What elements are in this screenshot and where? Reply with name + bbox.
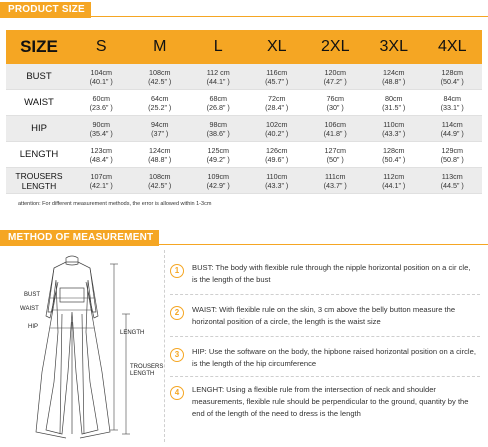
- table-cell: [365, 168, 424, 193]
- cell-inch: (26.8” ): [206, 102, 230, 112]
- cell-inch: (43.3” ): [382, 128, 406, 138]
- cell-inch: (41.8” ): [323, 128, 347, 138]
- step-number: 1: [170, 264, 184, 278]
- cell-cm: 128cm: [382, 145, 405, 155]
- measurement-note: attention: For different measurement methods, the error is allowed within 1-3cm: [18, 201, 212, 207]
- cell-cm: 107cm: [90, 171, 113, 181]
- table-cell: [131, 90, 190, 115]
- cell-inch: (35.4” ): [89, 128, 113, 138]
- table-header-row: [6, 30, 482, 64]
- cell-cm: 108cm: [148, 171, 171, 181]
- step-number: 4: [170, 386, 184, 400]
- row-label: BUST: [26, 70, 52, 82]
- size-header-cell: 3XL: [379, 38, 408, 55]
- cell-cm: 111cm: [324, 171, 346, 181]
- cell-cm: 80cm: [384, 93, 403, 103]
- cell-inch: (43.7” ): [323, 180, 347, 190]
- table-cell: [131, 168, 190, 193]
- title-divider: [0, 244, 488, 245]
- method-title: METHOD OF MEASUREMENT: [0, 230, 159, 246]
- hip-label: HIP: [28, 324, 39, 330]
- cell-cm: 126cm: [265, 145, 288, 155]
- cell-inch: (25.2” ): [148, 102, 172, 112]
- title-divider: [0, 16, 488, 17]
- cell-inch: (48.8” ): [382, 76, 406, 86]
- cell-cm: 84cm: [443, 93, 462, 103]
- cell-cm: 108cm: [148, 67, 171, 77]
- cell-cm: 64cm: [150, 93, 169, 103]
- cell-inch: (48.4” ): [89, 154, 113, 164]
- step-text: HIP: Use the software on the body, the hipbone raised horizontal position on a circle, is the length of the hip circumference: [192, 347, 476, 368]
- table-cell: [248, 90, 307, 115]
- table-cell: [423, 116, 482, 141]
- table-row: [6, 90, 482, 116]
- cell-cm: 113cm: [441, 171, 463, 181]
- table-cell: [423, 168, 482, 193]
- table-cell: [248, 116, 307, 141]
- row-label: WAIST: [24, 96, 54, 108]
- cell-inch: (33.1” ): [440, 102, 464, 112]
- cell-inch: (42.9” ): [206, 180, 230, 190]
- size-header-cell: M: [153, 38, 167, 55]
- row-label: LENGTH: [19, 148, 59, 160]
- table-cell: [423, 142, 482, 167]
- cell-inch: (44.5” ): [440, 180, 464, 190]
- row-label: TROUSERS LENGTH: [15, 170, 63, 191]
- table-cell: [189, 142, 248, 167]
- cell-cm: 123cm: [90, 145, 113, 155]
- step-number: 3: [170, 348, 184, 362]
- table-cell: [72, 116, 131, 141]
- table-row: [6, 168, 482, 194]
- table-cell: [365, 116, 424, 141]
- table-cell: [131, 116, 190, 141]
- bust-label: BUST: [24, 292, 41, 298]
- cell-inch: (45.7” ): [265, 76, 289, 86]
- step-text: BUST: The body with flexible rule through the nipple horizontal position on a cir cle, is the length of the bust: [192, 263, 471, 284]
- cell-inch: (44.1” ): [206, 76, 230, 86]
- size-header-cell: 2XL: [321, 38, 350, 55]
- cell-cm: 94cm: [150, 119, 169, 129]
- table-row: [6, 64, 482, 90]
- cell-cm: 129cm: [441, 145, 464, 155]
- section-divider: [164, 250, 165, 442]
- table-cell: [189, 90, 248, 115]
- step-separator: [170, 294, 480, 295]
- cell-inch: (47.2” ): [323, 76, 347, 86]
- cell-cm: 68cm: [209, 93, 228, 103]
- cell-inch: (42.5” ): [148, 76, 172, 86]
- table-cell: [131, 142, 190, 167]
- cell-inch: (30” ): [326, 102, 344, 112]
- cell-cm: 127cm: [324, 145, 347, 155]
- step-text: LENGHT: Using a flexible rule from the intersection of neck and shoulder measurements, flexible rule should be perpendicular to the ground, quantity by the end of the length of the need to dress is the length: [192, 385, 469, 418]
- cell-cm: 125cm: [207, 145, 230, 155]
- table-cell: [72, 142, 131, 167]
- table-cell: [423, 90, 482, 115]
- table-cell: [306, 64, 365, 89]
- table-row: [6, 142, 482, 168]
- cell-cm: 76cm: [326, 93, 345, 103]
- cell-inch: (40.1” ): [89, 76, 113, 86]
- cell-cm: 60cm: [92, 93, 111, 103]
- cell-cm: 72cm: [267, 93, 286, 103]
- table-cell: [248, 168, 307, 193]
- cell-inch: (38.6” ): [206, 128, 230, 138]
- cell-cm: 116cm: [266, 67, 288, 77]
- cell-inch: (44.1” ): [382, 180, 406, 190]
- cell-cm: 90cm: [92, 119, 111, 129]
- row-label: HIP: [31, 122, 47, 134]
- step-separator: [170, 336, 480, 337]
- cell-cm: 128cm: [441, 67, 464, 77]
- cell-cm: 110cm: [266, 171, 288, 181]
- waist-label: WAIST: [20, 306, 39, 312]
- table-cell: [72, 64, 131, 89]
- cell-cm: 104cm: [90, 67, 113, 77]
- table-cell: [365, 64, 424, 89]
- cell-inch: (49.2” ): [206, 154, 230, 164]
- cell-cm: 98cm: [209, 119, 228, 129]
- cell-cm: 110cm: [383, 119, 405, 129]
- cell-inch: (42.5” ): [148, 180, 172, 190]
- cell-inch: (43.3” ): [265, 180, 289, 190]
- size-header-cell: 4XL: [438, 38, 467, 55]
- table-cell: [248, 64, 307, 89]
- cell-cm: 102cm: [265, 119, 288, 129]
- cell-cm: 112 cm: [206, 67, 230, 77]
- size-header-label: SIZE: [20, 37, 58, 56]
- table-cell: [248, 142, 307, 167]
- step-number: 2: [170, 306, 184, 320]
- cell-inch: (40.2” ): [265, 128, 289, 138]
- table-cell: [365, 142, 424, 167]
- cell-cm: 114cm: [441, 119, 463, 129]
- cell-inch: (42.1” ): [89, 180, 113, 190]
- table-cell: [306, 90, 365, 115]
- cell-inch: (50” ): [326, 154, 344, 164]
- size-header-cell: XL: [266, 38, 287, 55]
- cell-inch: (31.5” ): [382, 102, 406, 112]
- mannequin-illustration: [6, 252, 162, 442]
- trousers-length-label: TROUSERS LENGTH: [130, 364, 164, 377]
- length-label: LENGTH: [120, 330, 145, 336]
- table-cell: [189, 116, 248, 141]
- cell-cm: 106cm: [324, 119, 347, 129]
- cell-inch: (50.8” ): [440, 154, 464, 164]
- cell-inch: (48.8” ): [148, 154, 172, 164]
- cell-inch: (49.6” ): [265, 154, 289, 164]
- table-cell: [306, 142, 365, 167]
- table-cell: [306, 116, 365, 141]
- table-cell: [423, 64, 482, 89]
- cell-cm: 109cm: [207, 171, 230, 181]
- cell-cm: 120cm: [324, 67, 347, 77]
- table-cell: [189, 64, 248, 89]
- table-cell: [72, 90, 131, 115]
- cell-inch: (37” ): [151, 128, 169, 138]
- cell-inch: (23.6” ): [89, 102, 113, 112]
- cell-cm: 124cm: [148, 145, 171, 155]
- product-size-title: PRODUCT SIZE: [0, 2, 91, 18]
- size-table: [6, 30, 482, 194]
- cell-inch: (50.4” ): [382, 154, 406, 164]
- step-text: WAIST: With flexible rule on the skin, 3 cm above the belly button measure the horizontal position of a circle, the length is the waist size: [192, 305, 456, 326]
- step-separator: [170, 376, 480, 377]
- size-header-cell: L: [213, 38, 223, 55]
- cell-cm: 112cm: [383, 171, 405, 181]
- cell-inch: (50.4” ): [440, 76, 464, 86]
- table-cell: [365, 90, 424, 115]
- table-cell: [189, 168, 248, 193]
- cell-cm: 124cm: [382, 67, 405, 77]
- table-cell: [72, 168, 131, 193]
- cell-inch: (28.4” ): [265, 102, 289, 112]
- table-cell: [306, 168, 365, 193]
- size-header-cell: S: [95, 38, 107, 55]
- cell-inch: (44.9” ): [440, 128, 464, 138]
- measurement-figure: [6, 252, 162, 442]
- table-cell: [131, 64, 190, 89]
- table-row: [6, 116, 482, 142]
